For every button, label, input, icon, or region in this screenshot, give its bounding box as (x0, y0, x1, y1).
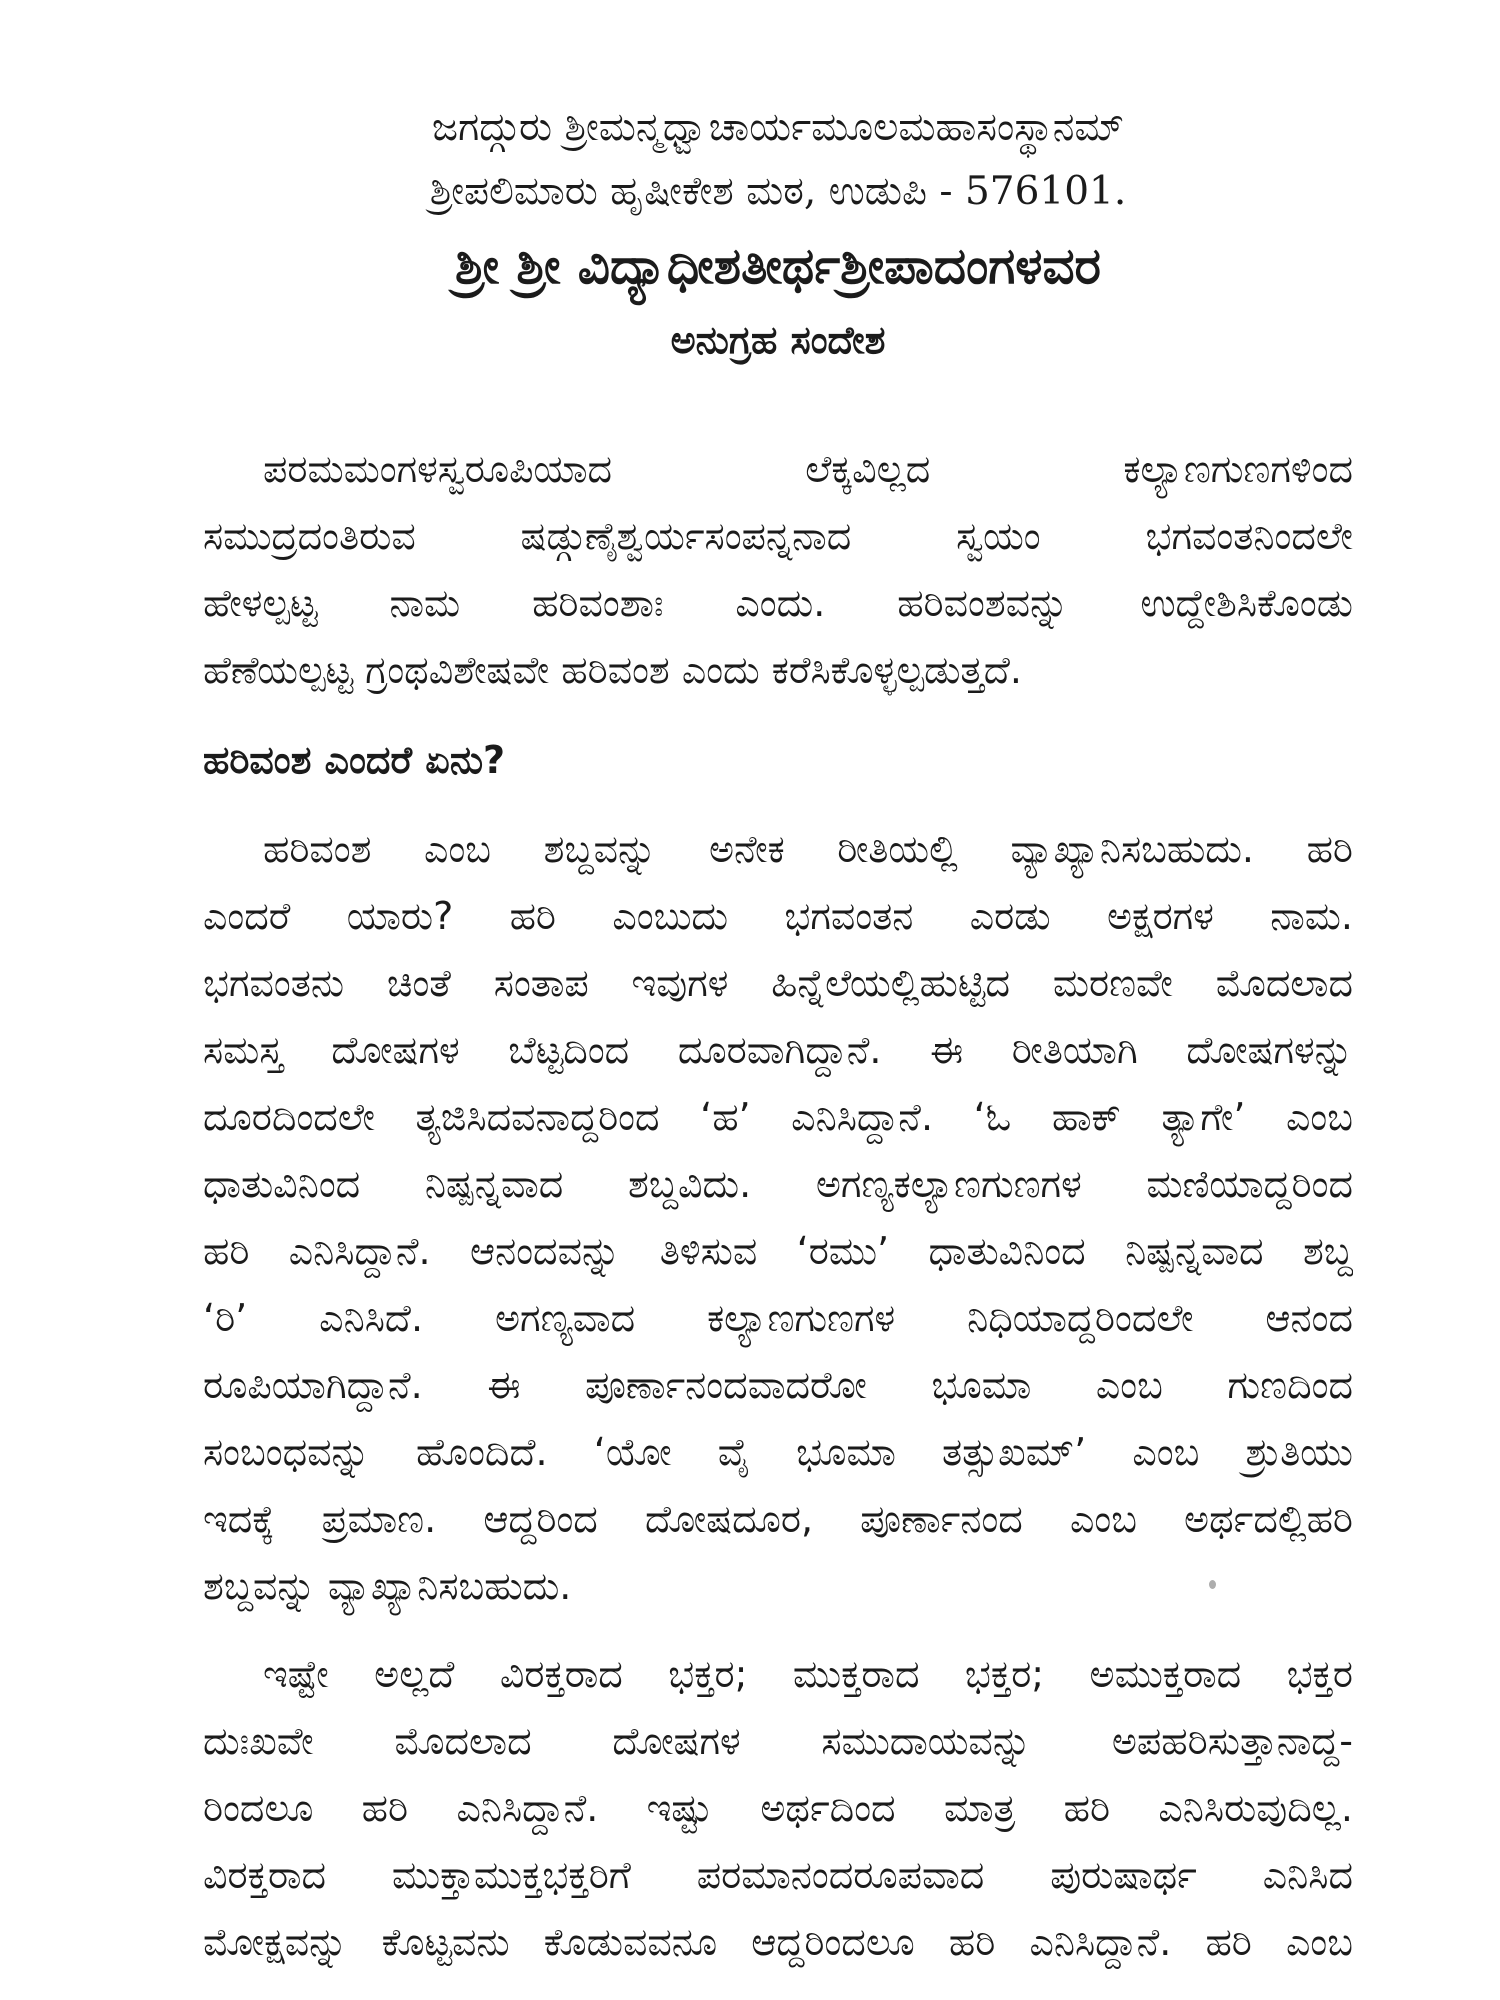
paragraph-line: ಹೇಳಲ್ಪಟ್ಟ ನಾಮ ಹರಿವಂಶಾಃ ಎಂದು. ಹರಿವಂಶವನ್ನು ಉದ್ದೇಶಿಸಿಕೊಂಡು (203, 581, 1353, 625)
paragraph-line: ಸಮುದ್ರದಂತಿರುವ ಷಡ್ಗುಣೈಶ್ವರ್ಯಸಂಪನ್ನನಾದ ಸ್ವಯಂ ಭಗವಂತನಿಂದಲೇ (203, 514, 1353, 558)
document-content (203, 96, 1353, 1976)
paragraph-line: ಸಂಬಂಧವನ್ನು ಹೊಂದಿದೆ. ‘ಯೋ ವೈ ಭೂಮಾ ತತ್ಸುಖಮ್’ ಎಂಬ ಶ್ರುತಿಯು (203, 1430, 1353, 1474)
paragraph-line: ಭಗವಂತನು ಚಿಂತೆ ಸಂತಾಪ ಇವುಗಳ ಹಿನ್ನೆಲೆಯಲ್ಲಿಹುಟ್ಟಿದ ಮರಣವೇ ಮೊದಲಾದ (203, 961, 1353, 1005)
paragraph-line: ಶಬ್ದವನ್ನು ವ್ಯಾಖ್ಯಾನಿಸಬಹುದು. (203, 1564, 572, 1608)
paragraph-line: ಇದಕ್ಕೆ ಪ್ರಮಾಣ. ಆದ್ದರಿಂದ ದೋಷದೂರ, ಪೂರ್ಣಾನಂದ ಎಂಬ ಅರ್ಥದಲ್ಲಿಹರಿ (203, 1497, 1353, 1541)
paragraph-line: ಧಾತುವಿನಿಂದ ನಿಷ್ಪನ್ನವಾದ ಶಬ್ದವಿದು. ಅಗಣ್ಯಕಲ್ಯಾಣಗುಣಗಳ ಮಣಿಯಾದ್ದರಿಂದ (203, 1162, 1353, 1206)
paragraph-line: ‘ರಿ’ ಎನಿಸಿದೆ. ಅಗಣ್ಯವಾದ ಕಲ್ಯಾಣಗುಣಗಳ ನಿಧಿಯಾದ್ದರಿಂದಲೇ ಆನಂದ (203, 1296, 1353, 1340)
page-title: ಶ್ರೀ ಶ್ರೀ ವಿದ್ಯಾಧೀಶತೀರ್ಥಶ್ರೀಪಾದಂಗಳವರ (454, 237, 1101, 295)
scan-speck (1209, 1580, 1216, 1589)
section-paragraph-2 (203, 1641, 1353, 1976)
paragraph-line: ಎಂದರೆ ಯಾರು? ಹರಿ ಎಂಬುದು ಭಗವಂತನ ಎರಡು ಅಕ್ಷರಗಳ ನಾಮ. (203, 894, 1353, 938)
intro-paragraph (203, 436, 1353, 704)
paragraph-line: ರಿಂದಲೂ ಹರಿ ಎನಿಸಿದ್ದಾನೆ. ಇಷ್ಟು ಅರ್ಥದಿಂದ ಮಾತ್ರ ಹರಿ ಎನಿಸಿರುವುದಿಲ್ಲ. (203, 1786, 1353, 1830)
paragraph-line: ಹೆಣೆಯಲ್ಪಟ್ಟ ಗ್ರಂಥವಿಶೇಷವೇ ಹರಿವಂಶ ಎಂದು ಕರೆಸಿಕೊಳ್ಳಲ್ಪಡುತ್ತದೆ. (203, 648, 1022, 692)
header-address: ಶ್ರೀಪಲಿಮಾರು ಹೃಷೀಕೇಶ ಮಠ, ಉಡುಪಿ - 576101. (429, 169, 1127, 214)
paragraph-line: ಹರಿವಂಶ ಎಂಬ ಶಬ್ದವನ್ನು ಅನೇಕ ರೀತಿಯಲ್ಲಿ ವ್ಯಾಖ್ಯಾನಿಸಬಹುದು. ಹರಿ (263, 827, 1353, 871)
paragraph-line: ಮೋಕ್ಷವನ್ನು ಕೊಟ್ಟವನು ಕೊಡುವವನೂ ಆದ್ದರಿಂದಲೂ ಹರಿ ಎನಿಸಿದ್ದಾನೆ. ಹರಿ ಎಂಬ (203, 1920, 1353, 1964)
paragraph-line: ಪರಮಮಂಗಳಸ್ವರೂಪಿಯಾದ ಲೆಕ್ಕವಿಲ್ಲದ ಕಲ್ಯಾಣಗುಣಗಳಿಂದ (263, 447, 1353, 491)
page-subtitle: ಅನುಗ್ರಹ ಸಂದೇಶ (670, 318, 886, 362)
paragraph-line: ವಿರಕ್ತರಾದ ಮುಕ್ತಾಮುಕ್ತಭಕ್ತರಿಗೆ ಪರಮಾನಂದರೂಪವಾದ ಪುರುಷಾರ್ಥ ಎನಿಸಿದ (203, 1853, 1353, 1897)
paragraph-line: ರೂಪಿಯಾಗಿದ್ದಾನೆ. ಈ ಪೂರ್ಣಾನಂದವಾದರೋ ಭೂಮಾ ಎಂಬ ಗುಣದಿಂದ (203, 1363, 1353, 1407)
paragraph-line: ದೂರದಿಂದಲೇ ತ್ಯಜಿಸಿದವನಾದ್ದರಿಂದ ‘ಹ’ ಎನಿಸಿದ್ದಾನೆ. ‘ಓ ಹಾಕ್ ತ್ಯಾಗೇ’ ಎಂಬ (203, 1095, 1353, 1139)
paragraph-line: ಇಷ್ಟೇ ಅಲ್ಲದೆ ವಿರಕ್ತರಾದ ಭಕ್ತರ; ಮುಕ್ತರಾದ ಭಕ್ತರ; ಅಮುಕ್ತರಾದ ಭಕ್ತರ (263, 1652, 1353, 1696)
section-heading: ಹರಿವಂಶ ಎಂದರೆ ಏನು? (203, 738, 506, 782)
section-paragraph-1 (203, 816, 1353, 1620)
paragraph-line: ಸಮಸ್ತ ದೋಷಗಳ ಬೆಟ್ಟದಿಂದ ದೂರವಾಗಿದ್ದಾನೆ. ಈ ರೀತಿಯಾಗಿ ದೋಷಗಳನ್ನು (203, 1028, 1353, 1072)
paragraph-line: ದುಃಖವೇ ಮೊದಲಾದ ದೋಷಗಳ ಸಮುದಾಯವನ್ನು ಅಪಹರಿಸುತ್ತಾನಾದ್ದ- (203, 1719, 1353, 1763)
header-institution: ಜಗದ್ಗುರು ಶ್ರೀಮನ್ಮಧ್ವಾಚಾರ್ಯಮೂಲಮಹಾಸಂಸ್ಥಾನಮ್ (431, 105, 1125, 150)
paragraph-line: ಹರಿ ಎನಿಸಿದ್ದಾನೆ. ಆನಂದವನ್ನು ತಿಳಿಸುವ ‘ರಮು’ ಧಾತುವಿನಿಂದ ನಿಷ್ಪನ್ನವಾದ ಶಬ್ದ (203, 1229, 1353, 1273)
